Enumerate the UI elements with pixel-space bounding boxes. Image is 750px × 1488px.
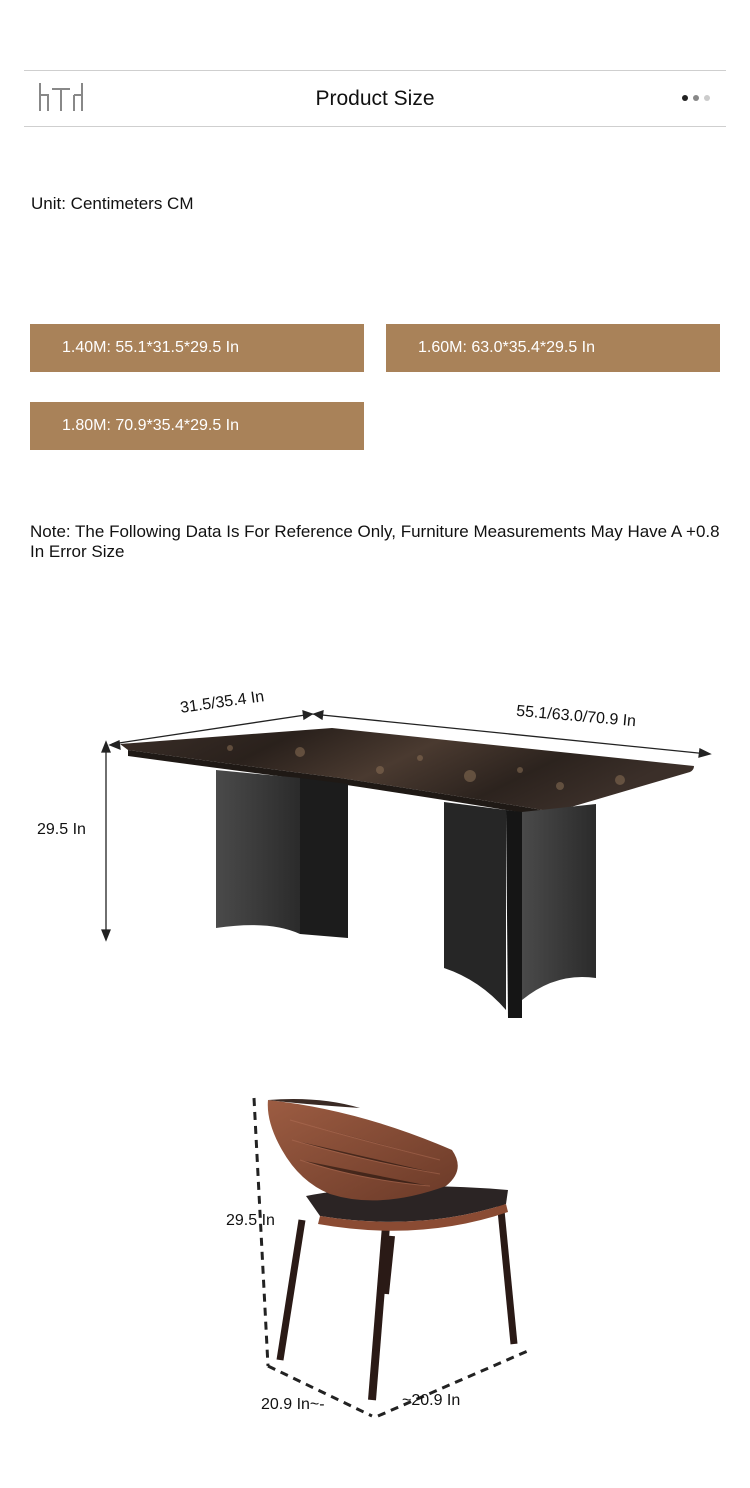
- table-length-label: 55.1/63.0/70.9 In: [515, 702, 637, 731]
- size-option-label: 1.40M: 55.1*31.5*29.5 In: [62, 339, 240, 356]
- chair-height-label: 29.5 In: [226, 1212, 275, 1229]
- table-width-label: 31.5/35.4 In: [179, 688, 266, 717]
- chair-depth-label: ~20.9 In: [402, 1392, 461, 1409]
- disclaimer-note: Note: The Following Data Is For Reference Only, Furniture Measurements May Have A +0.8 In Error Size: [30, 522, 720, 561]
- chair: [268, 1099, 514, 1400]
- table-leg-right: [444, 802, 596, 1018]
- table-top: [120, 728, 694, 818]
- chair-width-label: 20.9 In~-: [261, 1396, 325, 1413]
- unit-label: Unit: Centimeters CM: [31, 194, 194, 213]
- page-title: Product Size: [315, 87, 435, 110]
- table-leg-left: [216, 770, 348, 938]
- table-height-label: 29.5 In: [37, 821, 86, 838]
- size-option-label: 1.60M: 63.0*35.4*29.5 In: [418, 339, 596, 356]
- table-height-arrow: [102, 742, 110, 940]
- size-option-label: 1.80M: 70.9*35.4*29.5 In: [62, 417, 240, 434]
